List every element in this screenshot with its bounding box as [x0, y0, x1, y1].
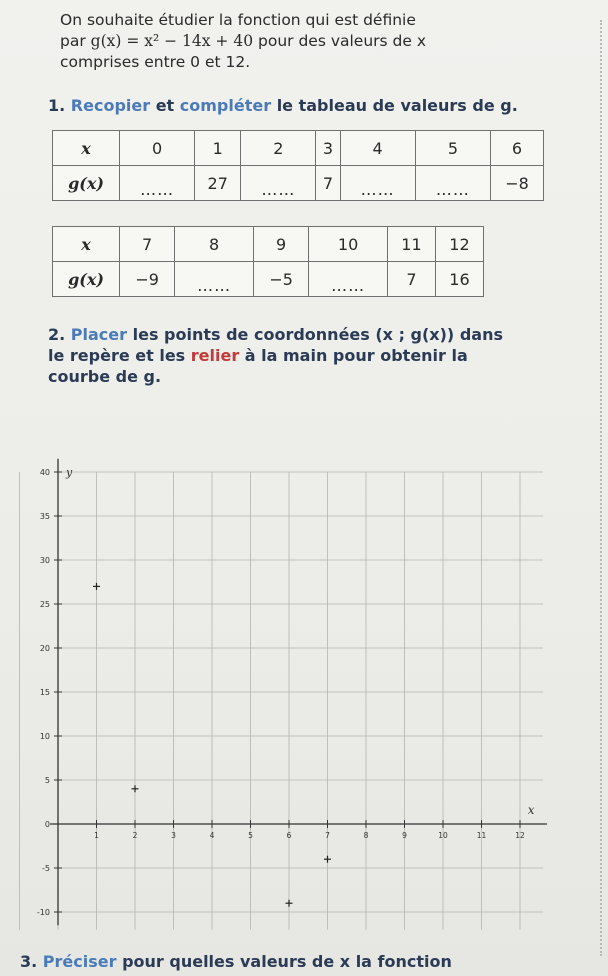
- table-cell: 1: [195, 131, 241, 166]
- intro-line-2-prefix: par: [60, 32, 91, 50]
- table-cell: 10: [309, 227, 388, 262]
- q2-verb: Placer: [70, 325, 128, 344]
- intro-line-2-suffix: pour des valeurs de x: [253, 32, 427, 50]
- q1-rest: le tableau de valeurs de g.: [276, 96, 518, 115]
- y-tick-label: 30: [39, 556, 50, 565]
- table-cell: 7: [316, 166, 340, 201]
- q3-text: pour quelles valeurs de x la fonction: [122, 952, 452, 971]
- table-cell: 11: [387, 227, 435, 262]
- coordinate-grid: [0, 390, 570, 948]
- table-cell: [340, 166, 415, 201]
- x-tick-label: 9: [402, 831, 407, 840]
- table-2-x-header: x: [53, 227, 120, 262]
- table-cell: 5: [415, 131, 490, 166]
- intro-line-2: [60, 31, 580, 52]
- y-tick-label: 0: [44, 820, 50, 829]
- table-cell: 27: [195, 166, 241, 201]
- table-cell: 7: [387, 262, 435, 297]
- x-tick-label: 3: [171, 831, 176, 840]
- x-tick-label: 8: [363, 831, 369, 840]
- q1-verb: Recopier: [70, 96, 151, 115]
- table-cell: [120, 166, 195, 201]
- table-cell: [241, 166, 316, 201]
- q2-text-2a: le repère et les: [48, 346, 191, 365]
- question-3: [20, 952, 452, 971]
- value-table-2: [52, 226, 484, 297]
- table-cell: 3: [316, 131, 340, 166]
- y-tick-label: 10: [39, 732, 50, 741]
- q2-line-2: [48, 345, 568, 366]
- table-2-g-row: [53, 262, 484, 297]
- answer-blank: ……: [331, 275, 366, 295]
- table-2-x-row: [53, 227, 484, 262]
- y-axis-label: y: [66, 466, 73, 479]
- table-2-g-header: g(x): [53, 262, 120, 297]
- q2-text-2b: à la main pour obtenir la: [239, 346, 468, 365]
- table-cell: 16: [435, 262, 483, 297]
- y-tick-label: 20: [39, 644, 50, 653]
- table-cell: −5: [253, 262, 308, 297]
- x-tick-label: 5: [248, 831, 253, 840]
- x-tick-label: 7: [325, 831, 330, 840]
- table-cell: [415, 166, 490, 201]
- table-cell: [175, 262, 254, 297]
- intro-formula: g(x) = x² − 14x + 40: [90, 32, 254, 50]
- q1-number: 1.: [48, 96, 66, 115]
- table-cell: −9: [120, 262, 175, 297]
- value-table-1: [52, 130, 544, 201]
- q2-number: 2.: [48, 325, 66, 344]
- q2-verb-2: relier: [190, 346, 240, 365]
- x-tick-label: 12: [515, 831, 525, 840]
- table-cell: −8: [491, 166, 544, 201]
- x-tick-label: 6: [286, 831, 292, 840]
- table-cell: 0: [120, 131, 195, 166]
- table-cell: 4: [340, 131, 415, 166]
- x-axis-label: x: [527, 803, 535, 817]
- y-tick-label: -5: [42, 864, 50, 873]
- q2-line-1: [48, 324, 568, 345]
- y-tick-label: -10: [36, 908, 50, 917]
- y-tick-label: 5: [44, 776, 50, 785]
- intro-paragraph: [60, 10, 580, 73]
- table-cell: 9: [253, 227, 308, 262]
- x-tick-label: 1: [94, 831, 99, 840]
- table-cell: 12: [435, 227, 483, 262]
- q3-verb: Préciser: [42, 952, 117, 971]
- x-tick-label: 11: [476, 831, 487, 840]
- q1-connector: et: [155, 96, 175, 115]
- answer-blank: ……: [435, 179, 470, 199]
- q2-line-3: courbe de g.: [48, 367, 162, 386]
- x-tick-label: 10: [438, 831, 448, 840]
- table-cell: 7: [120, 227, 175, 262]
- x-tick-label: 2: [132, 831, 138, 840]
- question-2: [48, 324, 568, 387]
- answer-blank: ……: [261, 179, 296, 199]
- q2-text-1: les points de coordonnées (x ; g(x)) dans: [132, 325, 503, 344]
- table-cell: 6: [491, 131, 544, 166]
- y-tick-label: 15: [39, 688, 50, 697]
- y-tick-label: 25: [39, 600, 50, 609]
- page-dotted-edge: [598, 20, 602, 956]
- table-1-g-header: g(x): [53, 166, 120, 201]
- table-1-g-row: [53, 166, 544, 201]
- table-cell: [309, 262, 388, 297]
- x-tick-label: 4: [209, 831, 215, 840]
- question-1: [48, 96, 518, 115]
- intro-line-3: comprises entre 0 et 12.: [60, 53, 251, 71]
- table-1-x-row: [53, 131, 544, 166]
- answer-blank: ……: [140, 179, 175, 199]
- table-cell: 8: [175, 227, 254, 262]
- answer-blank: ……: [360, 179, 395, 199]
- y-tick-label: 35: [39, 512, 50, 521]
- answer-blank: ……: [197, 275, 232, 295]
- intro-line-1: On souhaite étudier la fonction qui est définie: [60, 11, 416, 29]
- table-1-x-header: x: [53, 131, 120, 166]
- table-cell: 2: [241, 131, 316, 166]
- y-tick-label: 40: [39, 468, 50, 477]
- q1-verb-2: compléter: [179, 96, 272, 115]
- q3-number: 3.: [20, 952, 38, 971]
